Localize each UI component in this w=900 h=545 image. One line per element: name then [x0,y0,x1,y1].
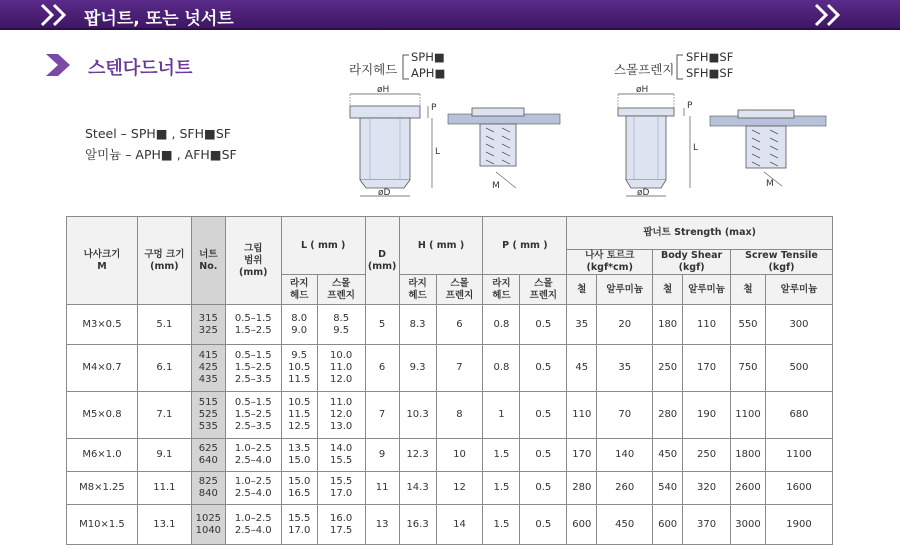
cell-line: 9.5 [291,350,308,361]
cell-tensile-al: 300 [765,305,832,345]
header-shear-steel: 철 [653,275,683,305]
cell-torque-steel: 280 [567,472,597,505]
cell-torque-steel: 170 [567,439,597,472]
cell-nut [191,305,225,345]
cell-torque-al: 140 [597,439,653,472]
cell-D: 9 [365,439,399,472]
cell-grip [225,345,281,392]
cell-shear-steel: 180 [653,305,683,345]
cell-thread: M3×0.5 [67,305,138,345]
cell-tensile-steel: 1100 [731,392,766,439]
small-flange-label: 스몰프렌지 [614,62,675,77]
cell-torque-steel: 110 [567,392,597,439]
cell-line: 15.0 [288,476,311,487]
cell-L-large [281,345,317,392]
cell-line: 825 [198,476,218,487]
cell-thread: M6×1.0 [67,439,138,472]
cell-line: 425 [198,362,218,373]
cell-line: 1025 [195,512,222,524]
cell-line: 625 [198,443,218,454]
cell-line: 11.0 [330,362,353,373]
material-steel: Steel – SPH■ , SFH■SF [85,126,231,141]
bracket-icon [402,54,410,80]
cell-P-small: 0.5 [520,305,567,345]
cell-L-small [317,439,365,472]
cell-line: 12.5 [288,421,311,432]
cell-P-large: 1 [483,392,520,439]
cell-torque-al: 20 [597,305,653,345]
cell-line: 1.5–2.5 [234,409,272,420]
large-head-code-steel: SPH■ [411,50,445,64]
cell-line: 9.5 [333,324,350,336]
table-row [67,345,833,392]
cell-torque-al: 70 [597,392,653,439]
table-row [67,472,833,505]
cell-H-large: 12.3 [399,439,436,472]
cell-nut [191,505,225,545]
cell-nut [191,392,225,439]
cell-torque-steel: 35 [567,305,597,345]
cell-H-large: 16.3 [399,505,436,545]
cell-tensile-steel: 1800 [731,439,766,472]
cell-torque-steel: 45 [567,345,597,392]
table-row [67,392,833,439]
cell-P-small: 0.5 [520,439,567,472]
cell-line: 0.5–1.5 [234,397,272,408]
dim-label-h: øH [636,85,649,95]
cell-tensile-al: 500 [765,345,832,392]
cell-P-large: 0.8 [483,305,520,345]
cell-grip [225,505,281,545]
cell-L-large [281,439,317,472]
header-torque: 나사 토르크(kgf*cm) [567,250,653,275]
cell-line: 10.5 [288,397,311,408]
cell-torque-steel: 600 [567,505,597,545]
cell-thread: M5×0.8 [67,392,138,439]
table-row [67,439,833,472]
cell-line: 1.5–2.5 [234,362,272,373]
header-h-large: 라지 헤드 [399,275,436,305]
cell-torque-al: 450 [597,505,653,545]
header-tensile-steel: 철 [731,275,766,305]
cell-grip [225,439,281,472]
large-head-label: 라지헤드 [349,62,398,77]
dim-label-h: øH [377,85,390,95]
cell-nut [191,345,225,392]
cell-P-small: 0.5 [520,392,567,439]
bracket-icon [676,54,684,80]
cell-line: 435 [198,374,218,385]
header-nut: 너트 No. [191,217,225,305]
dim-label-m: M [492,181,500,191]
page-title: 팝너트, 또는 넛서트 [84,9,234,29]
cell-line: 11.0 [330,397,353,408]
cell-tensile-al: 1100 [765,439,832,472]
cell-line: 415 [198,350,218,361]
cell-line: 325 [198,324,218,336]
cell-line: 16.5 [288,488,311,499]
cell-L-large [281,472,317,505]
cell-L-large [281,505,317,545]
cell-tensile-al: 680 [765,392,832,439]
section-title: 스텐다드너트 [88,58,193,79]
cell-L-small [317,392,365,439]
cell-nut [191,472,225,505]
dim-label-l: L [435,147,441,157]
cell-line: 2.5–4.0 [234,524,272,536]
cell-line: 10.5 [288,362,311,373]
cell-line: 2.5–4.0 [234,488,272,499]
cell-nut [191,439,225,472]
cell-torque-al: 260 [597,472,653,505]
section-arrow-icon [44,52,74,78]
header-strength: 팝너트 Strength (max) [567,217,833,250]
cell-line: 17.0 [288,524,311,536]
cell-shear-al: 110 [683,305,731,345]
header-l-small: 스몰 프렌지 [317,275,365,305]
cell-shear-steel: 250 [653,345,683,392]
header-thread: 나사크기 M [67,217,138,305]
header-torque-steel: 철 [567,275,597,305]
spec-table-body [67,305,833,545]
cell-line: 10.0 [330,350,353,361]
header-h: H ( mm ) [399,217,483,275]
header-torque-al: 알루미늄 [597,275,653,305]
cell-shear-al: 320 [683,472,731,505]
cell-grip [225,472,281,505]
cell-line: 2.5–4.0 [234,455,272,466]
large-head-diagram [340,84,570,204]
small-flange-code-1: SFH■SF [686,50,734,64]
header-shear-al: 알루미늄 [683,275,731,305]
cell-shear-al: 370 [683,505,731,545]
cell-line: 17.5 [330,524,353,536]
cell-tensile-al: 1900 [765,505,832,545]
header-h-small: 스몰 프렌지 [436,275,483,305]
dim-label-p: P [431,103,437,113]
table-row [67,505,833,545]
large-head-code-aluminum: APH■ [411,66,446,80]
dim-label-d: øD [637,188,650,198]
cell-tensile-steel: 3000 [731,505,766,545]
cell-line: 12.0 [330,409,353,420]
cell-P-small: 0.5 [520,472,567,505]
cell-tensile-steel: 550 [731,305,766,345]
cell-P-large: 0.8 [483,345,520,392]
cell-line: 0.5–1.5 [234,350,272,361]
cell-line: 8.0 [291,312,308,324]
header-grip: 그립 범위 (mm) [225,217,281,305]
cell-line: 17.0 [330,488,353,499]
cell-hole: 11.1 [137,472,191,505]
cell-L-small [317,345,365,392]
header-tensile: Screw Tensile (kgf) [731,250,833,275]
cell-P-large: 1.5 [483,472,520,505]
cell-H-small: 6 [436,305,483,345]
header-p-small: 스몰 프렌지 [520,275,567,305]
cell-shear-steel: 450 [653,439,683,472]
cell-thread: M4×0.7 [67,345,138,392]
cell-L-small [317,305,365,345]
cell-line: 1.5–2.5 [234,324,272,336]
small-flange-diagram [606,84,836,204]
spec-table [66,216,833,545]
small-flange-code-2: SFH■SF [686,66,734,80]
cell-line: 1.0–2.5 [234,476,272,487]
cell-line: 15.5 [330,476,353,487]
cell-grip [225,392,281,439]
cell-line: 1.0–2.5 [234,512,272,524]
cell-H-small: 10 [436,439,483,472]
cell-shear-al: 190 [683,392,731,439]
cell-line: 11.5 [288,409,311,420]
cell-line: 1.0–2.5 [234,443,272,454]
cell-line: 2.5–3.5 [234,374,272,385]
cell-hole: 9.1 [137,439,191,472]
cell-thread: M8×1.25 [67,472,138,505]
cell-line: 640 [198,455,218,466]
cell-L-large [281,392,317,439]
header-p-large: 라지 헤드 [483,275,520,305]
cell-line: 515 [198,397,218,408]
cell-line: 14.0 [330,443,353,454]
cell-P-small: 0.5 [520,345,567,392]
header-l: L ( mm ) [281,217,365,275]
cell-shear-al: 250 [683,439,731,472]
cell-hole: 13.1 [137,505,191,545]
cell-line: 8.5 [333,312,350,324]
cell-shear-steel: 600 [653,505,683,545]
cell-line: 535 [198,421,218,432]
header-hole: 구멍 크기 (mm) [137,217,191,305]
dim-label-l: L [693,143,699,153]
cell-P-large: 1.5 [483,505,520,545]
cell-H-small: 14 [436,505,483,545]
cell-L-large [281,305,317,345]
cell-line: 840 [198,488,218,499]
table-row [67,305,833,345]
cell-line: 0.5–1.5 [234,312,272,324]
double-chevron-right-icon [812,2,848,28]
cell-line: 15.0 [288,455,311,466]
cell-line: 13.5 [288,443,311,454]
cell-line: 15.5 [288,512,311,524]
cell-line: 15.5 [330,455,353,466]
dim-label-p: P [687,101,693,111]
cell-line: 16.0 [330,512,353,524]
cell-H-large: 14.3 [399,472,436,505]
cell-line: 13.0 [330,421,353,432]
header-shear: Body Shear (kgf) [653,250,731,275]
cell-line: 9.0 [291,324,308,336]
cell-shear-steel: 280 [653,392,683,439]
cell-hole: 6.1 [137,345,191,392]
title-bar [0,0,900,30]
cell-tensile-steel: 2600 [731,472,766,505]
cell-D: 7 [365,392,399,439]
cell-D: 6 [365,345,399,392]
cell-hole: 7.1 [137,392,191,439]
dim-label-m: M [766,179,774,189]
cell-tensile-al: 1600 [765,472,832,505]
cell-shear-al: 170 [683,345,731,392]
header-p: P ( mm ) [483,217,567,275]
cell-line: 315 [198,312,218,324]
cell-P-small: 0.5 [520,505,567,545]
cell-tensile-steel: 750 [731,345,766,392]
cell-P-large: 1.5 [483,439,520,472]
header-d: D (mm) [365,217,399,305]
cell-line: 2.5–3.5 [234,421,272,432]
cell-grip [225,305,281,345]
cell-L-small [317,472,365,505]
cell-D: 11 [365,472,399,505]
material-aluminum: 알미늄 – APH■ , AFH■SF [85,147,237,162]
cell-H-large: 9.3 [399,345,436,392]
dim-label-d: øD [378,188,391,198]
cell-shear-steel: 540 [653,472,683,505]
cell-D: 5 [365,305,399,345]
cell-H-large: 10.3 [399,392,436,439]
cell-H-small: 8 [436,392,483,439]
cell-H-small: 12 [436,472,483,505]
double-chevron-right-icon [38,2,74,28]
cell-hole: 5.1 [137,305,191,345]
cell-H-large: 8.3 [399,305,436,345]
header-l-large: 라지 헤드 [281,275,317,305]
cell-H-small: 7 [436,345,483,392]
cell-torque-al: 35 [597,345,653,392]
cell-L-small [317,505,365,545]
cell-D: 13 [365,505,399,545]
header-tensile-al: 알루미늄 [765,275,832,305]
cell-line: 12.0 [330,374,353,385]
cell-thread: M10×1.5 [67,505,138,545]
cell-line: 1040 [195,524,222,536]
cell-line: 525 [198,409,218,420]
cell-line: 11.5 [288,374,311,385]
